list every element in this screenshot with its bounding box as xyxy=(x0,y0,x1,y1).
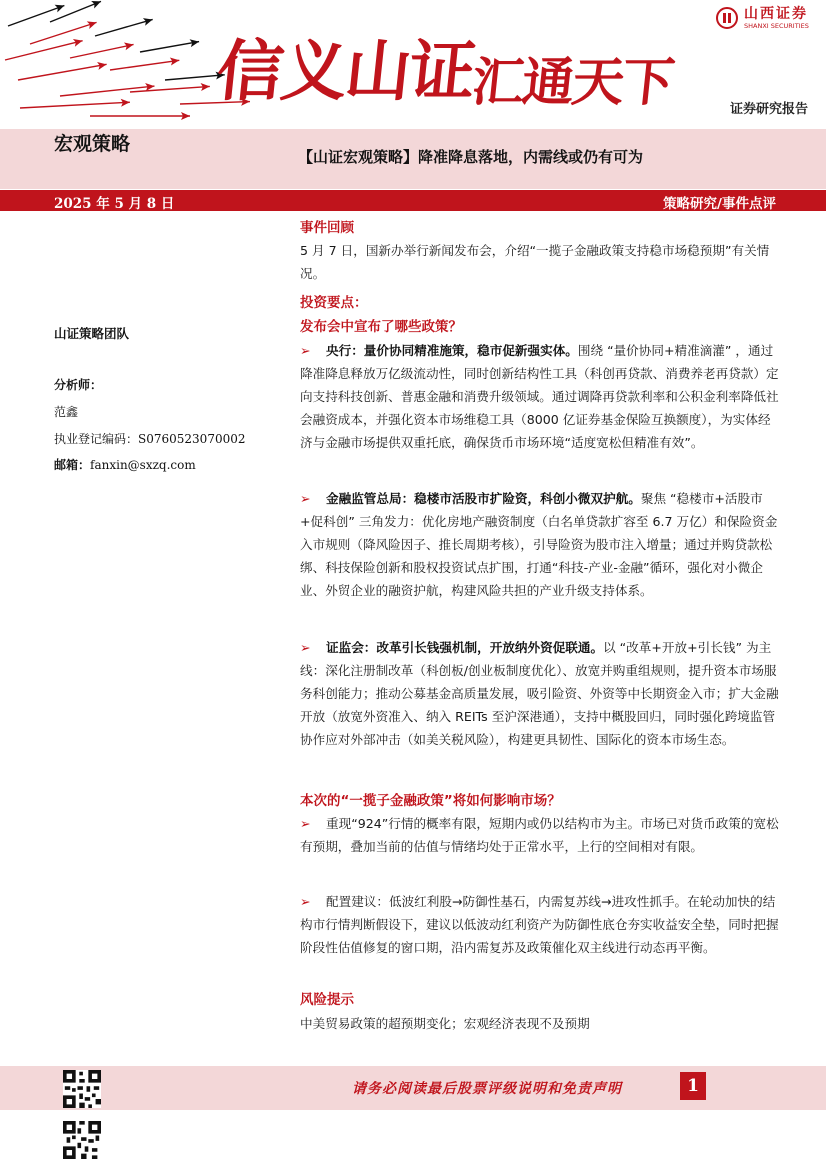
bullet-arrow-icon: ➢ xyxy=(300,816,311,831)
bullet-arrow-icon: ➢ xyxy=(300,491,311,506)
slogan-part2: 汇通天下 xyxy=(469,53,676,113)
bullet-lead: 证监会：改革引长钱强机制，开放纳外资促联通。 xyxy=(326,640,604,655)
bullet-allocation xyxy=(300,890,782,959)
email-label: 邮箱： xyxy=(54,458,91,472)
email-line xyxy=(54,456,196,473)
event-text: 5 月 7 日，国新办举行新闻发布会，介绍“一揽子金融政策支持稳市场稳预期”有关情况。 xyxy=(300,243,770,281)
section-risk-title: 风险提示 xyxy=(300,992,354,1008)
email-value[interactable]: fanxin@sxzq.com xyxy=(90,458,196,472)
qr-code-icon xyxy=(63,1121,101,1159)
bullet-text: 配置建议：低波红利股→防御性基石，内需复苏线→进攻性抓手。在轮动加快的结构市行情判断假设下，建议以低波动红利资产为防御性底仓夯实收益安全垫，同时把握阶段性估值修复的窗口期，沿内需复苏及政策催化双主线进行动态再平衡。 xyxy=(300,894,779,955)
arrow-decoration-icon xyxy=(90,112,190,120)
report-category: 宏观策略 xyxy=(54,133,131,155)
arrow-decoration-icon xyxy=(49,0,103,26)
question-1-title: 发布会中宣布了哪些政策？ xyxy=(300,319,462,335)
bullet-arrow-icon: ➢ xyxy=(300,343,311,358)
arrow-decoration-icon xyxy=(29,19,98,48)
cert-label: 执业登记编码： xyxy=(54,432,139,446)
team-name: 山证策略团队 xyxy=(54,326,130,341)
bullet-market-impact xyxy=(300,812,782,858)
arrow-decoration-icon xyxy=(130,82,210,96)
report-date: 2025 年 5 月 8 日 xyxy=(54,196,175,212)
risk-text: 中美贸易政策的超预期变化；宏观经济表现不及预期 xyxy=(300,1016,590,1031)
bullet-nfra xyxy=(300,487,782,602)
bullet-arrow-icon: ➢ xyxy=(300,640,311,655)
page-number: 1 xyxy=(680,1072,706,1100)
slogan-part1: 信义山证 xyxy=(213,33,478,110)
section-event-title: 事件回顾 xyxy=(300,220,354,236)
arrow-decoration-icon xyxy=(20,98,130,112)
bullet-csrc xyxy=(300,636,782,751)
arrow-decoration-icon xyxy=(7,2,66,30)
arrow-decoration-icon xyxy=(17,60,107,84)
arrow-decoration-icon xyxy=(109,56,179,74)
question-2-title: 本次的“一揽子金融政策”将如何影响市场？ xyxy=(300,793,561,809)
bullet-text: 聚焦 “稳楼市+活股市+促科创” 三角发力：优化房地产融资制度（白名单贷款扩容至 6.7 万亿）和保险资金入市规则（降风险因子、推长周期考核），引导险资为股市注入增量；通过并购贷款松绑、科技保险创新和股权投资试点扩围，打通“科技-产业-金融”循环，强化对小微企业、外贸企业的融资护航，构建风险共担的产业升级支持体系。 xyxy=(300,491,778,598)
section-points-title: 投资要点： xyxy=(300,295,368,311)
bullet-pboc xyxy=(300,339,782,454)
analyst-name: 范鑫 xyxy=(54,405,79,419)
bullet-text: 以 “改革+开放+引长钱” 为主线：深化注册制改革（科创板/创业板制度优化）、放宽并购重组规则，提升资本市场服务科创能力；推动公募基金高质量发展，吸引险资、外资等中长期资金入市；扩大金融开放（放宽外资准入、纳入 REITs 至沪深港通），支持中概股回归，同时强化跨境监管协作应对外部冲击（如美关税风险），构建更具韧性、国际化的资本市场生态。 xyxy=(300,640,779,747)
arrow-decoration-icon xyxy=(4,37,84,64)
logo-icon xyxy=(716,7,738,29)
cert-line xyxy=(54,430,246,447)
arrow-decoration-icon xyxy=(94,16,154,40)
cert-value: S0760523070002 xyxy=(138,432,246,446)
arrow-decoration-icon xyxy=(69,41,134,62)
logo-cn-text: 山西证券 xyxy=(744,6,808,22)
analyst-label: 分析师： xyxy=(54,378,103,392)
bullet-text: 重现“924”行情的概率有限，短期内或仍以结构市为主。市场已对货币政策的宽松有预期，叠加当前的估值与情绪均处于正常水平，上行的空间相对有限。 xyxy=(300,816,779,854)
header-slogan xyxy=(213,18,679,113)
qr-code-icon xyxy=(63,1070,101,1108)
bullet-text: 围绕 “量价协同+精准滴灌” ，通过降准降息释放万亿级流动性，同时创新结构性工具（科创再贷款、消费养老再贷款）定向支持科技创新、普惠金融和消费升级领域。通过调降再贷款利率和公积金利率降低社会融资成本，并强化资本市场维稳工具（8000 亿证券基金保险互换额度），为实体经济与金融市场提供双重托底，确保货币市场环境“适度宽松但精准有效”。 xyxy=(300,343,779,450)
disclaimer-notice: 请务必阅读最后股票评级说明和免责声明 xyxy=(352,1081,622,1097)
bullet-lead: 央行：量价协同精准施策，稳市促新强实体。 xyxy=(326,343,578,358)
bullet-arrow-icon: ➢ xyxy=(300,894,311,909)
report-title: 【山证宏观策略】降准降息落地，内需线或仍有可为 xyxy=(298,148,644,166)
company-logo xyxy=(716,7,809,30)
bullet-lead: 金融监管总局：稳楼市活股市扩险资，科创小微双护航。 xyxy=(326,491,641,506)
doc-type-label: 策略研究/事件点评 xyxy=(663,196,776,212)
logo-en-text: SHANXI SECURITIES xyxy=(744,22,809,30)
arrow-decoration-icon xyxy=(139,38,199,56)
report-type-label: 证券研究报告 xyxy=(729,102,808,117)
